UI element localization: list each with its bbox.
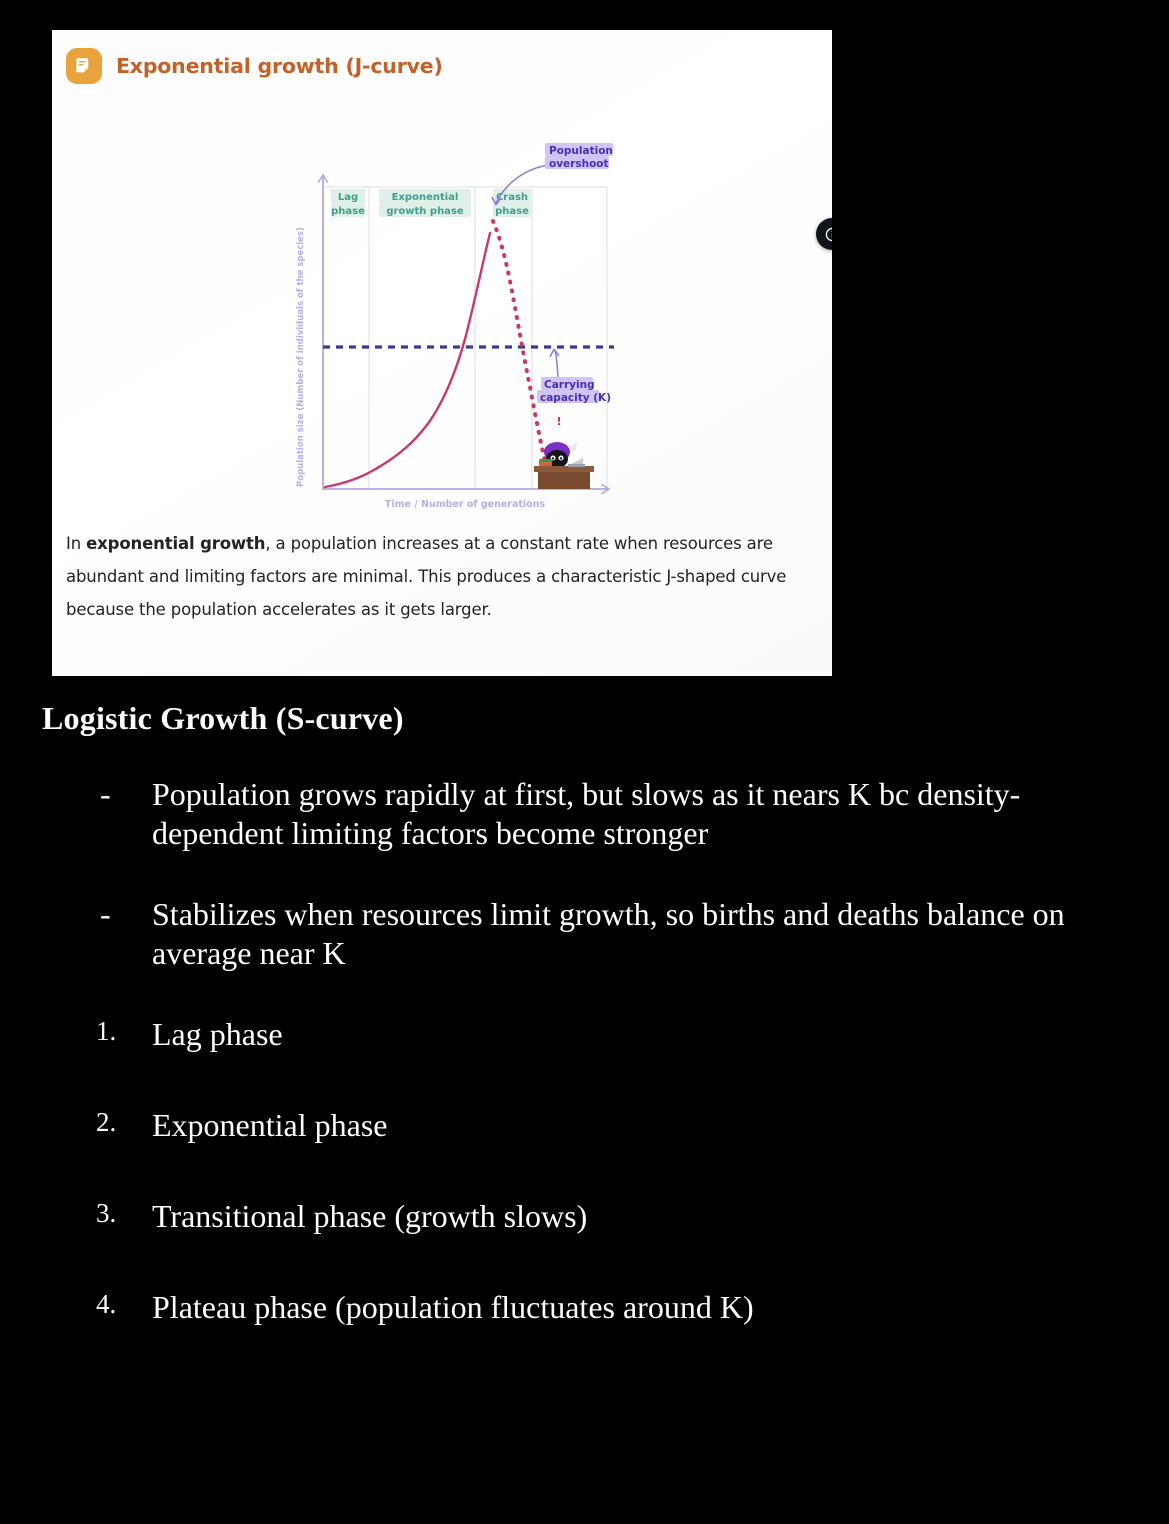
crash-curve-dotted bbox=[493, 221, 551, 487]
info-circle-icon[interactable] bbox=[816, 218, 832, 250]
svg-text:overshoot: overshoot bbox=[549, 158, 609, 170]
list-item bbox=[0, 895, 1169, 973]
number-text: Exponential phase bbox=[152, 1107, 388, 1144]
list-item bbox=[0, 1288, 1169, 1327]
list-item bbox=[0, 1015, 1169, 1054]
notes-heading: Logistic Growth (S-curve) bbox=[42, 700, 404, 736]
number-marker: 4. bbox=[96, 1289, 117, 1320]
svg-text:!: ! bbox=[556, 415, 562, 428]
note-icon bbox=[66, 48, 102, 84]
list-item bbox=[0, 1106, 1169, 1145]
number-text: Lag phase bbox=[152, 1016, 283, 1053]
card-body-paragraph bbox=[66, 527, 820, 626]
notes-numbered-list bbox=[0, 1015, 1169, 1327]
list-item bbox=[0, 775, 1169, 853]
number-text: Transitional phase (growth slows) bbox=[152, 1198, 588, 1235]
number-text: Plateau phase (population fluctuates around K) bbox=[152, 1289, 754, 1326]
carrying-capacity-annotation bbox=[537, 349, 611, 404]
population-growth-chart bbox=[287, 125, 617, 520]
bullet-marker: - bbox=[100, 776, 111, 812]
svg-text:phase: phase bbox=[495, 206, 529, 217]
svg-text:phase: phase bbox=[331, 206, 365, 217]
card-header bbox=[66, 44, 443, 88]
bullet-text: Population grows rapidly at first, but slows as it nears K bc density-dependent limiting factors become stronger bbox=[152, 776, 1021, 852]
body-lead: In bbox=[66, 534, 87, 553]
number-marker: 2. bbox=[96, 1107, 117, 1138]
notes-bullet-list bbox=[0, 775, 1169, 973]
svg-text:Population: Population bbox=[549, 145, 613, 157]
list-item bbox=[0, 1197, 1169, 1236]
svg-text:Carrying: Carrying bbox=[544, 379, 595, 391]
svg-text:growth phase: growth phase bbox=[386, 206, 464, 217]
svg-text:Lag: Lag bbox=[337, 192, 359, 203]
logistic-growth-notes bbox=[0, 700, 1169, 1379]
body-rest: , a population increases at a constant rate when resources are abundant and limiting factors are minimal. This produces a characteristic J-shaped curve because the population accelerates as it gets larger. bbox=[66, 534, 787, 619]
number-marker: 3. bbox=[96, 1198, 117, 1229]
exponential-curve-solid bbox=[325, 233, 490, 487]
bullet-marker: - bbox=[100, 896, 111, 933]
number-marker: 1. bbox=[96, 1016, 117, 1047]
svg-text:capacity (K): capacity (K) bbox=[540, 392, 611, 404]
exponential-growth-card bbox=[52, 30, 832, 676]
chart-y-axis-label: Population size (Number of individuals of the species) bbox=[296, 227, 306, 487]
bullet-text: Stabilizes when resources limit growth, so births and deaths balance on average near K bbox=[152, 896, 1065, 972]
card-title: Exponential growth (J-curve) bbox=[116, 54, 443, 78]
body-bold-term: exponential growth bbox=[86, 534, 266, 553]
chart-x-axis-label: Time / Number of generations bbox=[384, 499, 546, 510]
card-surface bbox=[52, 30, 832, 676]
svg-text:Crash: Crash bbox=[495, 192, 529, 203]
svg-text:Exponential: Exponential bbox=[391, 192, 459, 203]
